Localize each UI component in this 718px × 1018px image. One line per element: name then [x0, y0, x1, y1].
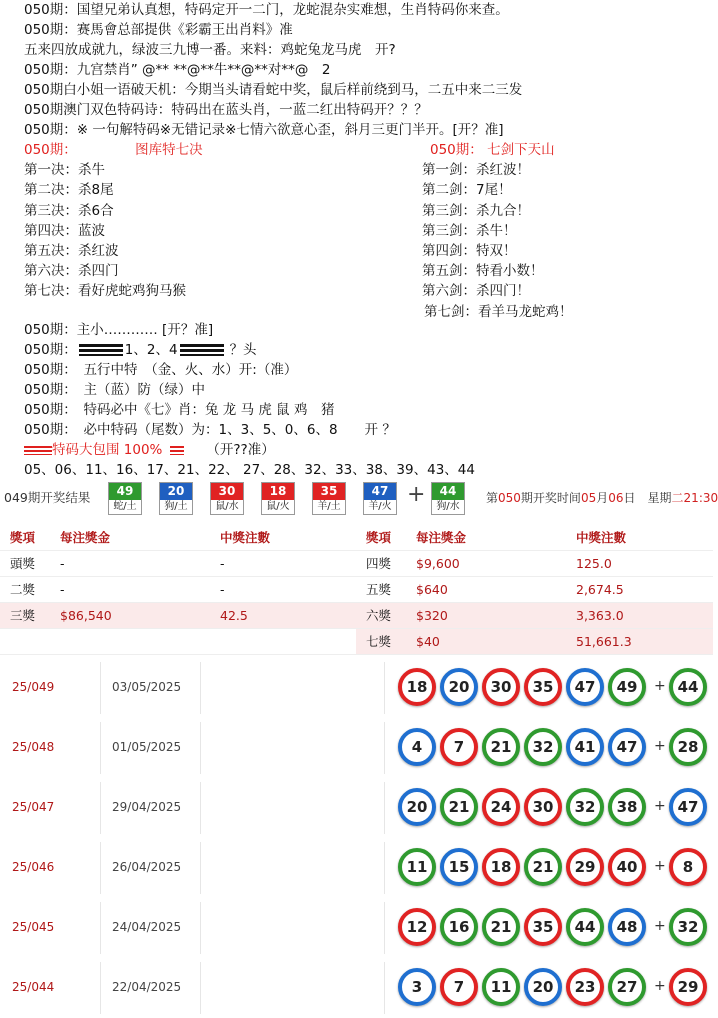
lottery-ball-special: 28: [669, 728, 707, 766]
next-draw-time: [486, 489, 718, 506]
header-cell: 每注獎金: [50, 524, 210, 550]
column-divider: [200, 722, 201, 774]
lottery-ball: 21: [482, 728, 520, 766]
column-divider: [100, 662, 101, 714]
lottery-ball: 18: [398, 668, 436, 706]
line-numbers: 05、06、11、16、17、21、22、 27、28、32、33、38、39、43、44: [24, 462, 475, 478]
result-number: 18: [262, 483, 294, 500]
history-row: [0, 658, 713, 718]
prize-table: [0, 524, 713, 655]
lottery-ball: 15: [440, 848, 478, 886]
history-issue: 25/045: [12, 920, 55, 934]
line-head: [24, 340, 257, 360]
plus-icon: +: [654, 738, 666, 754]
lottery-ball: 29: [566, 848, 604, 886]
prize-cell: 五獎: [356, 576, 406, 602]
prize-cell: $640: [406, 576, 566, 602]
plus-icon: +: [654, 798, 666, 814]
prize-row: [0, 576, 713, 602]
red-bars-icon: [170, 446, 184, 455]
lottery-ball: 20: [398, 788, 436, 826]
right-item: 第三剑：杀牛！: [422, 222, 517, 239]
column-divider: [384, 782, 385, 834]
prize-cell: 六獎: [356, 602, 406, 628]
prize-cell: 頭獎: [0, 550, 50, 576]
prize-cell: 2,674.5: [566, 576, 713, 602]
history-row: [0, 778, 713, 838]
result-tile: [312, 482, 346, 515]
prize-row: [0, 602, 713, 628]
prize-cell: 二獎: [0, 576, 50, 602]
column-divider: [384, 962, 385, 1014]
result-number: 35: [313, 483, 345, 500]
column-divider: [100, 962, 101, 1014]
prize-cell: [0, 628, 50, 654]
prize-cell: $9,600: [406, 550, 566, 576]
result-zodiac: 蛇/土: [113, 501, 137, 512]
history-row: [0, 898, 713, 958]
right-column-header: [422, 140, 712, 160]
right-item: 第二剑：7尾！: [422, 182, 512, 199]
lottery-ball: 21: [440, 788, 478, 826]
left-item: 第二决：杀8尾: [24, 182, 114, 199]
surround-label: 特码大包围 100%: [52, 442, 163, 458]
history-date: 03/05/2025: [112, 680, 182, 694]
right-header-issue: 050期：: [430, 142, 483, 158]
result-tile: [159, 482, 193, 515]
right-item: 第一剑：杀红波！: [422, 162, 530, 179]
right-item: 第七剑：看羊马龙蛇鸡！: [424, 303, 573, 320]
column-divider: [200, 902, 201, 954]
draw-text: 月: [596, 491, 609, 505]
left-header-issue: 050期：: [24, 142, 77, 158]
left-header-title: 图库特七决: [135, 142, 203, 158]
result-number: 20: [160, 483, 192, 500]
line-3: 五来四放成就九，绿波三九博一番。来料：鸡蛇兔龙马虎 开?: [24, 42, 396, 58]
header-cell: 中獎注數: [566, 524, 713, 550]
line-tail: 050期： 必中特码（尾数）为：1、3、5、0、6、8 开 ？: [24, 422, 396, 438]
lottery-ball: 40: [608, 848, 646, 886]
left-item: 第五决：杀红波: [24, 242, 119, 259]
prize-cell: 四獎: [356, 550, 406, 576]
lottery-ball-special: 8: [669, 848, 707, 886]
result-tile: [261, 482, 295, 515]
left-column-header: [24, 140, 404, 160]
header-cell: 中獎注數: [210, 524, 356, 550]
history-issue: 25/049: [12, 680, 55, 694]
draw-text: 期开奖时间: [520, 491, 581, 505]
result-number: 47: [364, 483, 396, 500]
lottery-ball-special: 47: [669, 788, 707, 826]
prize-cell: $40: [406, 628, 566, 654]
left-item: 第七决：看好虎蛇鸡狗马猴: [24, 283, 186, 300]
red-bars-icon: [24, 446, 52, 455]
draw-month: 05: [580, 491, 597, 505]
column-divider: [200, 782, 201, 834]
draw-day: 06: [608, 491, 624, 505]
plus-icon: +: [407, 482, 426, 507]
result-tile: [108, 482, 142, 515]
draw-text: 第: [486, 491, 499, 505]
lottery-ball: 27: [608, 968, 646, 1006]
right-item: 第五剑：特看小数！: [422, 263, 544, 280]
result-tile-special: [431, 482, 465, 515]
prize-cell: [50, 628, 210, 654]
lottery-ball: 30: [524, 788, 562, 826]
lottery-ball: 47: [566, 668, 604, 706]
result-zodiac: 狗/土: [164, 501, 188, 512]
plus-icon: +: [654, 678, 666, 694]
lottery-ball: 30: [482, 668, 520, 706]
lottery-ball: 16: [440, 908, 478, 946]
plus-icon: +: [654, 918, 666, 934]
right-header-title: 七剑下天山: [487, 142, 555, 158]
history-date: 26/04/2025: [112, 860, 182, 874]
prize-cell: 125.0: [566, 550, 713, 576]
draw-text: 日 星期: [623, 491, 672, 505]
result-tile: [210, 482, 244, 515]
header-cell: 獎項: [356, 524, 406, 550]
prize-row: [0, 628, 713, 654]
line-4: 050期：九宫禁肖” @** **@**牛**@**对**@ 2: [24, 62, 331, 78]
result-zodiac: 羊/土: [317, 501, 341, 512]
prize-cell: -: [210, 576, 356, 602]
plus-icon: +: [654, 978, 666, 994]
lottery-ball: 12: [398, 908, 436, 946]
left-item: 第四决：蓝波: [24, 222, 105, 239]
prize-cell: 3,363.0: [566, 602, 713, 628]
draw-clock: 21:30: [683, 491, 718, 505]
black-bars-icon: [79, 344, 123, 356]
lottery-ball: 32: [524, 728, 562, 766]
right-column: [422, 140, 712, 322]
history-row: [0, 838, 713, 898]
prize-cell: -: [50, 550, 210, 576]
result-strip: [0, 480, 718, 516]
history-date: 22/04/2025: [112, 980, 182, 994]
result-zodiac: 鼠/火: [266, 501, 290, 512]
line-7: 050期：※ 一句解特码※无错记录※七情六欲意心歪，斜月三更门半开。[开？准]: [24, 122, 504, 138]
result-number: 49: [109, 483, 141, 500]
lottery-ball: 21: [482, 908, 520, 946]
header-cell: 每注獎金: [406, 524, 566, 550]
lottery-ball: 7: [440, 968, 478, 1006]
left-column: [24, 140, 404, 302]
prize-cell: 42.5: [210, 602, 356, 628]
result-number: 44: [432, 483, 464, 500]
lottery-ball: 3: [398, 968, 436, 1006]
lottery-ball: 41: [566, 728, 604, 766]
result-tile: [363, 482, 397, 515]
history-row: [0, 718, 713, 778]
line-5: 050期白小姐一语破天机：今期当头请看蛇中奖，鼠后样前绕到马，二五中来二三发: [24, 82, 523, 98]
left-item: 第一决：杀牛: [24, 162, 105, 179]
lottery-ball: 23: [566, 968, 604, 1006]
prize-cell: -: [210, 550, 356, 576]
lottery-ball: 11: [482, 968, 520, 1006]
prize-table-header: [0, 524, 713, 550]
result-zodiac: 鼠/水: [215, 501, 239, 512]
history-row: [0, 958, 713, 1018]
lottery-ball: 24: [482, 788, 520, 826]
prize-cell: [210, 628, 356, 654]
line-head-issue: 050期：: [24, 342, 77, 358]
history-list: [0, 658, 713, 1018]
right-item: 第四剑：特双！: [422, 242, 517, 259]
line-head-suffix: ？头: [229, 342, 257, 358]
lottery-ball: 44: [566, 908, 604, 946]
result-label: 049期开奖结果: [4, 490, 91, 505]
lottery-ball: 7: [440, 728, 478, 766]
history-issue: 25/048: [12, 740, 55, 754]
prize-cell: 七獎: [356, 628, 406, 654]
history-date: 29/04/2025: [112, 800, 182, 814]
result-zodiac: 羊/火: [368, 501, 392, 512]
black-bars-icon: [180, 344, 224, 356]
line-1: 050期：国望兄弟认真想，特码定开一二门，龙蛇混杂实难想，生肖特码你来查。: [24, 2, 509, 18]
line-small: 050期：主小………… [开？准]: [24, 322, 214, 338]
prize-cell: 三獎: [0, 602, 50, 628]
lottery-ball: 32: [566, 788, 604, 826]
line-head-nums: 1、2、4: [124, 342, 178, 358]
column-divider: [100, 842, 101, 894]
history-date: 01/05/2025: [112, 740, 182, 754]
column-divider: [200, 662, 201, 714]
lottery-ball: 18: [482, 848, 520, 886]
lottery-ball-special: 32: [669, 908, 707, 946]
history-issue: 25/047: [12, 800, 55, 814]
right-item: 第六剑：杀四门！: [422, 283, 530, 300]
lottery-ball: 49: [608, 668, 646, 706]
result-number: 30: [211, 483, 243, 500]
lottery-ball-special: 44: [669, 668, 707, 706]
draw-weekday: 二: [671, 491, 684, 505]
column-divider: [384, 722, 385, 774]
header-cell: 獎項: [0, 524, 50, 550]
column-divider: [200, 962, 201, 1014]
prize-cell: $320: [406, 602, 566, 628]
lottery-ball: 48: [608, 908, 646, 946]
line-6: 050期澳门双色特码诗：特码出在蓝头肖，一蓝二红出特码开？？？: [24, 102, 428, 118]
draw-issue: 050: [498, 491, 521, 505]
history-issue: 25/044: [12, 980, 55, 994]
lottery-ball: 21: [524, 848, 562, 886]
left-item: 第六决：杀四门: [24, 263, 119, 280]
lottery-ball-special: 29: [669, 968, 707, 1006]
right-item: 第三剑：杀九合！: [422, 202, 530, 219]
prize-cell: -: [50, 576, 210, 602]
left-item: 第三决：杀6合: [24, 202, 114, 219]
history-date: 24/04/2025: [112, 920, 182, 934]
lottery-ball: 11: [398, 848, 436, 886]
column-divider: [100, 902, 101, 954]
prize-cell: 51,661.3: [566, 628, 713, 654]
lottery-ball: 4: [398, 728, 436, 766]
line-five-elements: 050期： 五行中特 （金、火、水）开:（准）: [24, 362, 298, 378]
plus-icon: +: [654, 858, 666, 874]
line-surround: [24, 440, 275, 460]
history-issue: 25/046: [12, 860, 55, 874]
column-divider: [200, 842, 201, 894]
line-2: 050期：赛馬會总部提供《彩霸王出肖料》准: [24, 22, 293, 38]
column-divider: [100, 722, 101, 774]
column-divider: [384, 662, 385, 714]
prize-row: [0, 550, 713, 576]
lottery-ball: 20: [440, 668, 478, 706]
lottery-ball: 38: [608, 788, 646, 826]
line-wave: 050期： 主（蓝）防（绿）中: [24, 382, 206, 398]
column-divider: [384, 842, 385, 894]
lottery-ball: 20: [524, 968, 562, 1006]
surround-status: （开??准）: [206, 442, 275, 458]
column-divider: [384, 902, 385, 954]
column-divider: [100, 782, 101, 834]
line-seven-zodiac: 050期： 特码必中《七》肖：兔 龙 马 虎 鼠 鸡 猪: [24, 402, 335, 418]
lottery-ball: 47: [608, 728, 646, 766]
result-zodiac: 狗/水: [436, 501, 460, 512]
lottery-ball: 35: [524, 908, 562, 946]
lottery-ball: 35: [524, 668, 562, 706]
prize-cell: $86,540: [50, 602, 210, 628]
